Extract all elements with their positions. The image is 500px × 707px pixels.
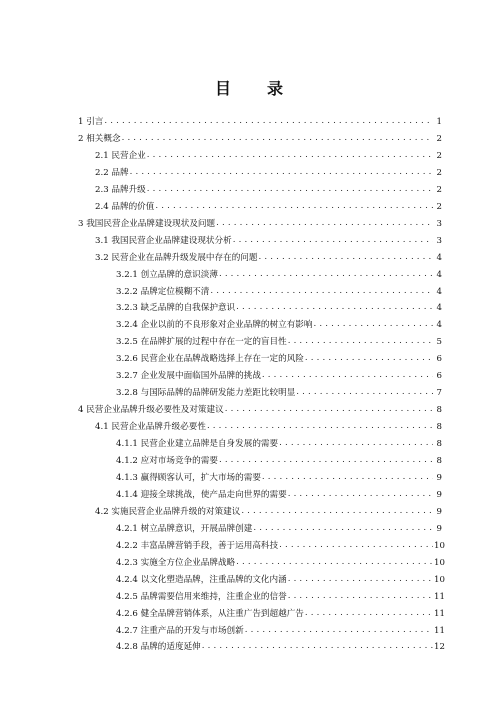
toc-entry[interactable] bbox=[78, 133, 442, 146]
toc-entry[interactable] bbox=[116, 489, 442, 502]
toc-dot-leader bbox=[279, 437, 433, 449]
toc-entry-label: 3.2.1 创立品牌的意识淡薄 bbox=[116, 269, 218, 280]
toc-entry[interactable] bbox=[95, 150, 442, 163]
toc-dot-leader bbox=[288, 573, 433, 585]
toc-entry-label: 3.1 我国民营企业品牌建设现状分析 bbox=[95, 235, 232, 246]
toc-entry-label: 3 我国民营企业品牌建设现状及问题 bbox=[78, 218, 216, 229]
toc-page-number: 10 bbox=[434, 574, 445, 585]
toc-entry-label: 4.2 实施民营企业品牌升级的对策建议 bbox=[95, 506, 241, 517]
toc-entry-label: 1 引言 bbox=[78, 117, 104, 127]
toc-entry[interactable] bbox=[116, 387, 442, 400]
toc-entry[interactable] bbox=[116, 557, 445, 570]
toc-page-number: 4 bbox=[436, 252, 442, 263]
toc-page-number: 8 bbox=[436, 422, 442, 433]
toc-entry-label: 4.2.2 丰富品牌营销手段，善于运用高科技 bbox=[116, 540, 279, 551]
toc-entry[interactable] bbox=[116, 438, 442, 451]
toc-entry[interactable] bbox=[95, 252, 442, 265]
toc-entry-label: 4 民营企业品牌升级必要性及对策建议 bbox=[78, 405, 224, 416]
toc-dot-leader bbox=[225, 403, 433, 415]
toc-dot-leader bbox=[288, 335, 433, 347]
toc-entry[interactable] bbox=[95, 506, 442, 519]
toc-dot-leader bbox=[313, 318, 433, 330]
toc-entry[interactable] bbox=[116, 625, 445, 638]
toc-page-number: 9 bbox=[436, 523, 442, 534]
toc-entry[interactable] bbox=[116, 472, 442, 485]
toc-entry-label: 3.2.6 民营企业在品牌战略选择上存在一定的风险 bbox=[116, 354, 304, 365]
toc-page-number: 5 bbox=[436, 337, 442, 348]
toc-entry-label: 3.2.3 缺乏品牌的自我保护意识 bbox=[116, 303, 236, 314]
toc-title-char-2: 录 bbox=[267, 79, 286, 98]
toc-page-number: 4 bbox=[436, 286, 442, 297]
toc-entry-label: 4.1.4 迎接全球挑战，使产品走向世界的需要 bbox=[116, 489, 287, 500]
toc-page-number: 6 bbox=[436, 371, 442, 382]
toc-page-number: 2 bbox=[436, 133, 442, 144]
toc-page-number: 2 bbox=[436, 150, 442, 161]
toc-page-number: 2 bbox=[436, 184, 442, 195]
toc-dot-leader bbox=[288, 590, 433, 602]
toc-page-number: 7 bbox=[436, 388, 442, 399]
toc-dot-leader bbox=[279, 539, 433, 551]
toc-entry[interactable] bbox=[116, 319, 442, 332]
toc-page-number: 3 bbox=[436, 235, 442, 246]
toc-entry[interactable] bbox=[116, 370, 442, 383]
toc-dot-leader bbox=[219, 268, 433, 280]
toc-page-number: 9 bbox=[436, 472, 442, 483]
toc-dot-leader bbox=[236, 301, 433, 313]
toc-dot-leader bbox=[155, 200, 433, 212]
toc-page-number: 8 bbox=[436, 439, 442, 450]
toc-entry[interactable] bbox=[116, 336, 442, 349]
toc-entry[interactable] bbox=[116, 455, 442, 468]
toc-page-number: 11 bbox=[434, 608, 445, 619]
toc-dot-leader bbox=[305, 352, 433, 364]
toc-dot-leader bbox=[202, 640, 433, 652]
toc-dot-leader bbox=[122, 132, 433, 144]
toc-dot-leader bbox=[147, 183, 433, 195]
toc-entry[interactable] bbox=[116, 641, 445, 654]
toc-entry[interactable] bbox=[116, 353, 442, 366]
toc-page-number: 11 bbox=[434, 591, 445, 602]
toc-dot-leader bbox=[207, 420, 433, 432]
toc-page-number: 4 bbox=[436, 303, 442, 314]
toc-entry-label: 2.1 民营企业 bbox=[95, 150, 146, 161]
toc-entry-label: 2.4 品牌的价值 bbox=[95, 201, 155, 212]
toc-title bbox=[0, 76, 500, 99]
toc-entry[interactable] bbox=[95, 167, 442, 180]
toc-entry[interactable] bbox=[95, 184, 442, 197]
toc-entry-label: 4.2.1 树立品牌意识，开展品牌创建 bbox=[116, 523, 253, 534]
toc-entry-label: 2.3 品牌升级 bbox=[95, 184, 146, 195]
toc-entry-label: 3.2.7 企业发展中面临国外品牌的挑战 bbox=[116, 371, 261, 382]
toc-entry-label: 3.2.4 企业以前的不良形象对企业品牌的树立有影响 bbox=[116, 320, 313, 331]
toc-entry[interactable] bbox=[116, 523, 442, 536]
toc-entry-label: 4.1.2 应对市场竞争的需要 bbox=[116, 456, 218, 466]
toc-entry[interactable] bbox=[116, 269, 442, 282]
toc-entry[interactable] bbox=[116, 286, 442, 299]
toc-page-number: 2 bbox=[436, 167, 442, 178]
toc-dot-leader bbox=[233, 234, 433, 246]
toc-dot-leader bbox=[262, 471, 433, 483]
toc-page-number: 8 bbox=[436, 456, 442, 466]
toc-entry-label: 2.2 品牌 bbox=[95, 167, 129, 178]
toc-entry[interactable] bbox=[78, 116, 442, 129]
toc-page-number: 8 bbox=[436, 405, 442, 416]
toc-dot-leader bbox=[236, 556, 433, 568]
toc-dot-leader bbox=[147, 149, 433, 161]
toc-entry-label: 2 相关概念 bbox=[78, 133, 121, 144]
toc-page-number: 4 bbox=[436, 320, 442, 331]
toc-dot-leader bbox=[241, 505, 433, 517]
toc-title-char-1: 目 bbox=[214, 79, 233, 98]
toc-page-number: 4 bbox=[436, 269, 442, 280]
toc-entry-label: 4.1.3 赢得顾客认可，扩大市场的需要 bbox=[116, 472, 261, 483]
toc-entry-label: 3.2.2 品牌定位模糊不清 bbox=[116, 286, 210, 297]
toc-page-number: 6 bbox=[436, 354, 442, 365]
toc-entry[interactable] bbox=[95, 235, 442, 248]
toc-entry[interactable] bbox=[116, 302, 442, 315]
toc-page-number: 3 bbox=[436, 218, 442, 229]
toc-page-number: 9 bbox=[436, 489, 442, 500]
toc-page-number: 10 bbox=[434, 540, 445, 551]
toc-entry[interactable] bbox=[95, 201, 442, 214]
toc-entry-label: 4.2.3 实施全方位企业品牌战略 bbox=[116, 557, 236, 568]
toc-dot-leader bbox=[130, 166, 433, 178]
toc-dot-leader bbox=[216, 217, 433, 229]
toc-entry[interactable] bbox=[116, 540, 445, 553]
toc-page-number: 10 bbox=[434, 557, 445, 568]
toc-entry-label: 4.2.8 品牌的适度延伸 bbox=[116, 642, 201, 653]
toc-entry-label: 4.2.6 健全品牌营销体系，从注重广告到超越广告 bbox=[116, 608, 304, 619]
toc-entry[interactable] bbox=[116, 574, 445, 587]
toc-dot-leader bbox=[219, 454, 433, 466]
toc-page-number: 12 bbox=[434, 642, 445, 653]
toc-page-number: 9 bbox=[436, 506, 442, 517]
toc-entry[interactable] bbox=[78, 218, 442, 231]
toc-dot-leader bbox=[259, 251, 434, 263]
toc-dot-leader bbox=[245, 624, 433, 636]
toc-page-number: 1 bbox=[436, 117, 442, 127]
toc-entry[interactable] bbox=[95, 421, 442, 434]
toc-entry-label: 3.2.5 在品牌扩展的过程中存在一定的盲目性 bbox=[116, 337, 287, 348]
toc-entry-label: 4.1.1 民营企业建立品牌是自身发展的需要 bbox=[116, 439, 279, 450]
toc-page-number: 2 bbox=[436, 201, 442, 212]
toc-dot-leader bbox=[305, 607, 433, 619]
toc-dot-leader bbox=[253, 522, 433, 534]
toc-dot-leader bbox=[296, 386, 433, 398]
toc-dot-leader bbox=[262, 369, 433, 381]
toc-page-number: 11 bbox=[434, 625, 445, 636]
toc-entry-label: 4.1 民营企业品牌升级必要性 bbox=[95, 422, 206, 433]
toc-entry-label: 3.2 民营企业在品牌升级发展中存在的问题 bbox=[95, 252, 258, 263]
toc-entry[interactable] bbox=[78, 404, 442, 417]
toc-entry-label: 3.2.8 与国际品牌的品牌研发能力差距比较明显 bbox=[116, 388, 296, 399]
toc-entry-label: 4.2.7 注重产品的开发与市场创新 bbox=[116, 625, 244, 636]
toc-entry[interactable] bbox=[116, 591, 445, 604]
toc-dot-leader bbox=[104, 115, 433, 127]
toc-entry-label: 4.2.5 品牌需要信用来维持，注重企业的信誉 bbox=[116, 591, 287, 602]
toc-entry-label: 4.2.4 以文化塑造品牌，注重品牌的文化内涵 bbox=[116, 574, 287, 585]
toc-dot-leader bbox=[288, 488, 433, 500]
toc-dot-leader bbox=[210, 285, 433, 297]
toc-entry[interactable] bbox=[116, 608, 445, 621]
